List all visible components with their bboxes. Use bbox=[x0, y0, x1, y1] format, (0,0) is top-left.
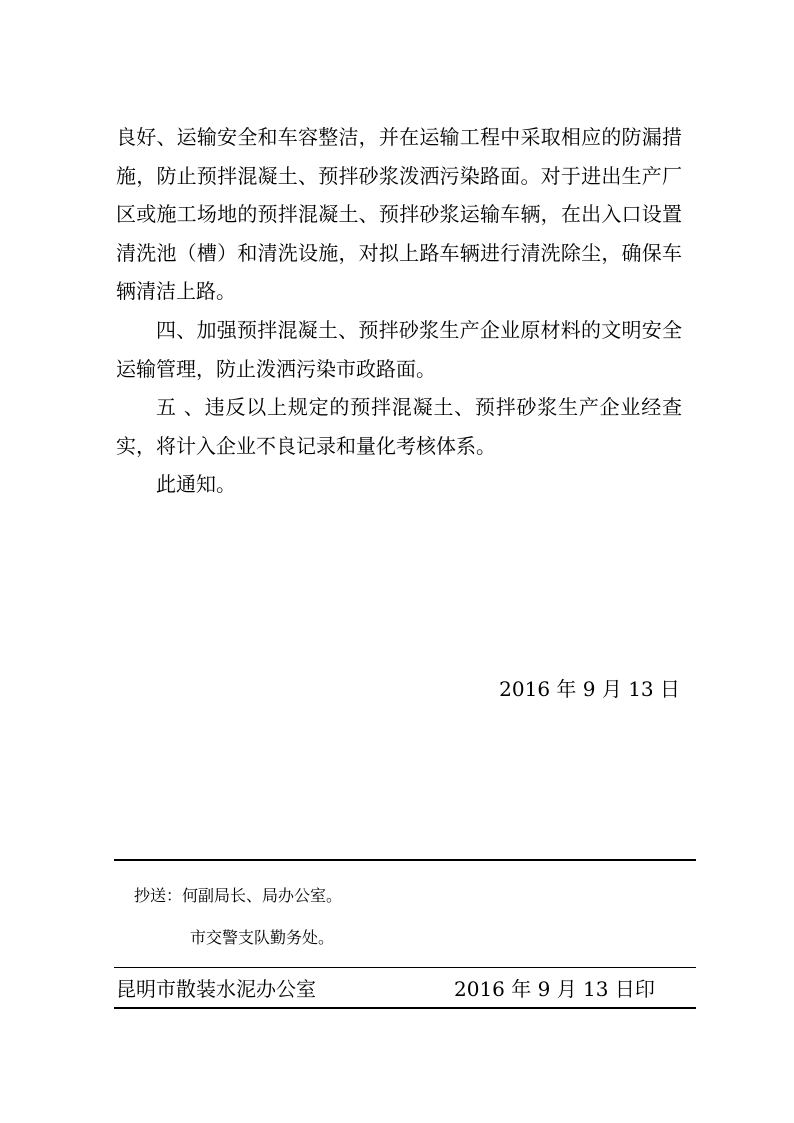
paragraph-item-four: 四、加强预拌混凝土、预拌砂浆生产企业原材料的文明安全运输管理，防止泼洒污染市政路面。 bbox=[116, 317, 682, 381]
paragraph-closing: 此通知。 bbox=[156, 472, 236, 497]
cc-recipients-line-2: 市交警支队勤务处。 bbox=[190, 928, 335, 947]
footer-bottom-rule bbox=[114, 1007, 696, 1009]
print-date: 2016 年 9 月 13 日印 bbox=[454, 977, 655, 1001]
document-date: 2016 年 9 月 13 日 bbox=[499, 677, 680, 701]
footer-top-rule bbox=[114, 859, 696, 861]
cc-recipients-line-1: 抄送：何副局长、局办公室。 bbox=[134, 886, 343, 905]
footer-middle-rule bbox=[114, 967, 696, 968]
paragraph-continuation: 良好、运输安全和车容整洁，并在运输工程中采取相应的防漏措施，防止预拌混凝土、预拌砂浆泼洒污染路面。对于进出生产厂区或施工场地的预拌混凝土、预拌砂浆运输车辆，在出入口设置清洗池（槽）和清洗设施，对拟上路车辆进行清洗除尘，确保车辆清洁上路。 bbox=[116, 125, 682, 304]
paragraph-item-five: 五 、违反以上规定的预拌混凝土、预拌砂浆生产企业经查实，将计入企业不良记录和量化考核体系。 bbox=[116, 395, 682, 458]
document-body bbox=[116, 118, 682, 504]
issuing-office: 昆明市散装水泥办公室 bbox=[116, 977, 316, 1001]
